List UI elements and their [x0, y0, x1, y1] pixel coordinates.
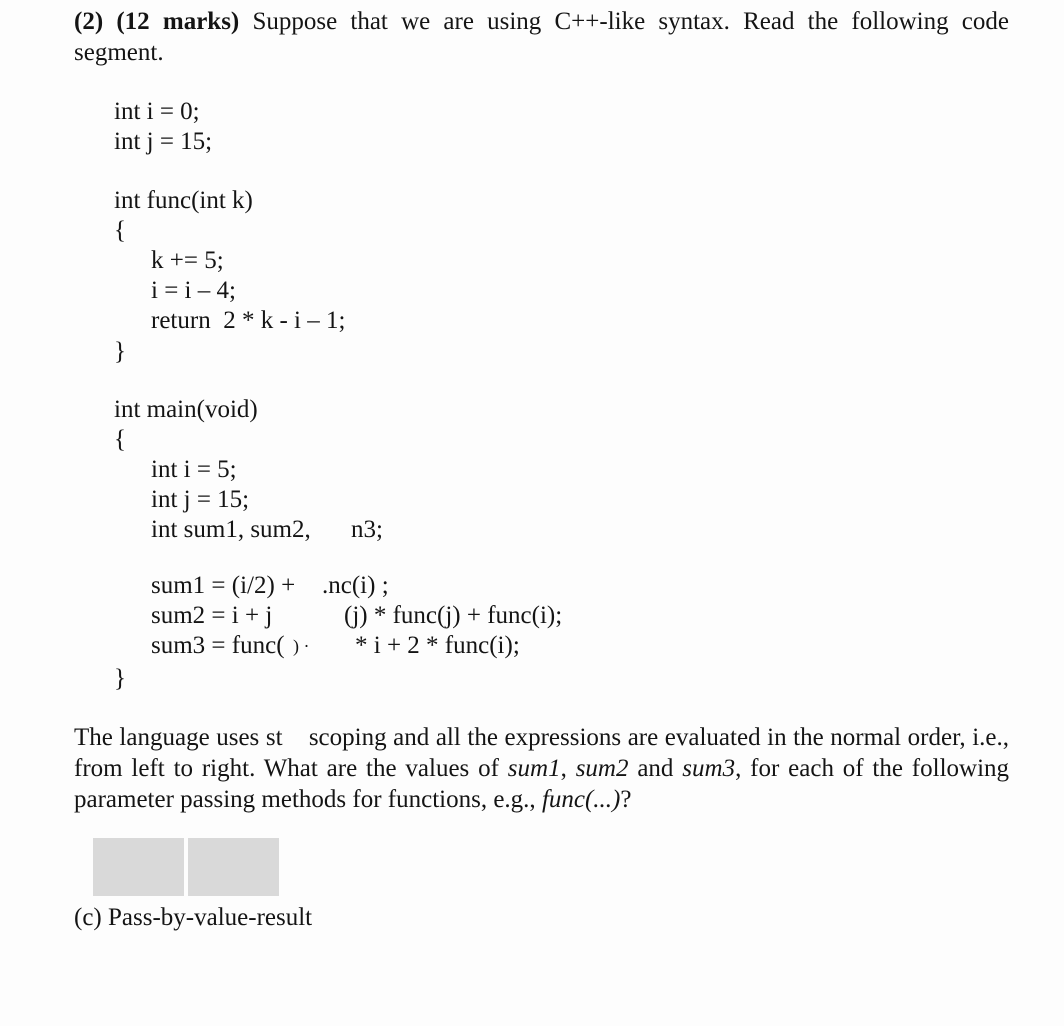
question-text: Suppose that we are using C++-like syntax. Read the following code segment. — [74, 8, 1010, 66]
code-line-global-i: int i = 0; — [114, 98, 200, 125]
code-line-func-close: } — [114, 338, 126, 365]
redaction-block — [188, 838, 279, 896]
code-line-global-j: int j = 15; — [114, 128, 213, 155]
part-c-label: (c) Pass-by-value-result — [74, 904, 313, 931]
question-mark: ? — [620, 786, 632, 813]
code-line-main-open: { — [114, 426, 126, 453]
code-line-main-close: } — [114, 665, 126, 692]
question-marks: (12 marks) — [116, 8, 240, 35]
code-line-sum3-c: * i + 2 * func(i); — [355, 632, 520, 659]
code-line-sum1-a: sum1 = (i/2) + — [151, 572, 296, 599]
code-line-func-body-1: k += 5; — [151, 247, 224, 274]
code-line-func-body-2: i = i – 4; — [151, 277, 236, 304]
code-line-sum1-b: .nc(i) ; — [322, 572, 389, 599]
paragraph-part-3: , for each of the following parameter passing methods for functions, e.g., — [74, 755, 1010, 813]
code-line-sum3-a: sum3 = func( — [151, 632, 285, 659]
var-sum3: sum3 — [682, 755, 736, 782]
func-example: func(...) — [541, 786, 621, 813]
code-line-main-decl-sums-tail: n3; — [351, 516, 383, 543]
code-line-func-signature: int func(int k) — [114, 187, 253, 214]
code-line-sum3-b: ) · — [293, 636, 310, 656]
code-line-sum2-b: (j) * func(j) + func(i); — [344, 602, 563, 629]
code-line-main-decl-sums: int sum1, sum2, — [151, 516, 311, 543]
code-line-sum2-a: sum2 = i + j — [151, 602, 273, 629]
redaction-block — [93, 838, 184, 896]
code-line-main-signature: int main(void) — [114, 396, 258, 423]
comma: , — [560, 755, 567, 782]
code-line-main-decl-i: int i = 5; — [151, 456, 237, 483]
paragraph-part-1: The language uses st — [74, 724, 283, 751]
instructions-paragraph — [74, 722, 1009, 815]
var-sum2: sum2 — [575, 755, 629, 782]
word-and: and — [637, 755, 674, 782]
question-number: (2) — [74, 8, 104, 35]
paragraph-part-2: scoping and all the expressions are evaluated in the normal order, i.e., from left to right. What are the values of — [74, 724, 1010, 782]
redacted-region — [93, 838, 279, 896]
code-line-main-decl-j: int j = 15; — [151, 486, 250, 513]
var-sum1: sum1 — [507, 755, 561, 782]
question-header — [74, 6, 1009, 68]
code-line-func-open: { — [114, 217, 126, 244]
code-line-func-body-3: return 2 * k - i – 1; — [151, 307, 346, 334]
